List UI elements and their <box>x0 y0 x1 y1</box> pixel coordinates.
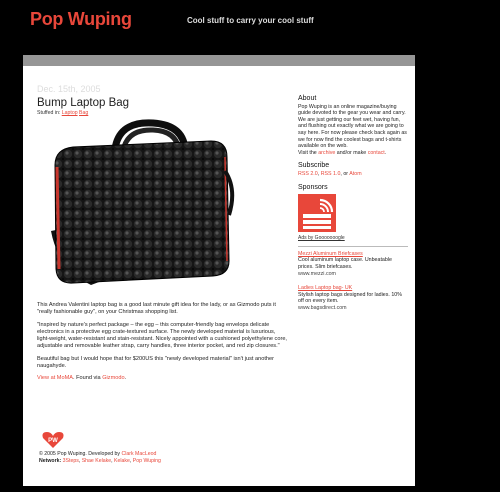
category-link-laptop[interactable]: Laptop <box>61 110 78 116</box>
developer-link[interactable]: Clark MacLeod <box>121 451 157 457</box>
sidebar <box>298 96 408 319</box>
ad-item <box>298 285 408 311</box>
subscribe-separator-2: , or <box>340 170 350 177</box>
post-quote: "Inspired by nature's perfect package – the egg – this computer-friendly bag envelops delicate electronics in a protective egg crate-textured surface. The newly developed material is luxurious, light-weight, water-resistant and stain-resistant. Nicely appointed with a cushioned polyethylene core, adjustable and removable leather strap, carry handles, three interior pocket, and red zip closures." <box>37 321 287 350</box>
post-meta <box>37 110 282 116</box>
subscribe-links <box>298 171 408 178</box>
ad-text: Stylish laptop bags designed for ladies. 10% off on every item. <box>298 291 402 305</box>
ads-by-google-link[interactable]: Ads by Gooooooogle <box>298 235 408 247</box>
top-bar <box>23 55 415 66</box>
laptop-bag-image <box>33 119 238 297</box>
network-link-kelake[interactable]: Kelake <box>114 457 130 464</box>
ad-url: www.mezzi.com <box>298 270 336 277</box>
subscribe-heading: Subscribe <box>298 162 330 170</box>
ad-title-link[interactable]: Ladies Laptop bag- UK <box>298 285 353 292</box>
svg-text:PW: PW <box>48 438 58 444</box>
site-title-link[interactable]: Pop Wuping <box>30 9 132 29</box>
found-via-suffix: . <box>124 375 127 382</box>
found-via-prefix: . Found via <box>72 375 103 382</box>
ad-url: www.bagsdirect.com <box>298 304 347 311</box>
network-label: Network: <box>39 457 62 464</box>
post-header <box>37 84 282 116</box>
post-intro: This Andrea Valentini laptop bag is a good last minute gift idea for the lady, or as Gizmodo puts it "really fashionable guy", on your Christmas shopping list. <box>37 302 276 316</box>
post-body <box>37 302 287 388</box>
visit-mid: and/or make <box>335 149 368 156</box>
post-outro: Beautiful bag but I would hope that for $200US this "newly developed material" isn't just another naugahyde. <box>37 355 275 370</box>
atom-link[interactable]: Atom <box>349 170 362 177</box>
rss10-link[interactable]: RSS 1.0 <box>320 170 341 177</box>
network-line: Network: 3Steps, Shae Kelake, Kelake, Pop Wuping <box>39 457 161 464</box>
view-at-moma-link[interactable]: View at MoMA <box>37 375 73 382</box>
post-title: Bump Laptop Bag <box>37 97 130 109</box>
about-text: Pop Wuping is an online magazine/buying guide devoted to the gear you wear and carry. We are just getting our feet wet, having fun, and flushing out exactly what we are going to say here. For now please check back again as we for now find the coolest bags and t-shirts available on the web. <box>298 103 407 150</box>
post-date: Dec. 15th, 2005 <box>37 84 101 94</box>
archive-link[interactable]: archive <box>318 149 336 156</box>
gizmodo-link[interactable]: Gizmodo <box>102 375 125 382</box>
contact-link[interactable]: contact <box>367 149 385 156</box>
source-links <box>37 375 287 382</box>
visit-prefix: Visit the <box>298 149 319 156</box>
category-link-bag[interactable]: Bag <box>79 110 89 116</box>
site-tagline: Cool stuff to carry your cool stuff <box>187 16 314 25</box>
visit-suffix: . <box>384 149 387 156</box>
ad-item <box>298 251 408 277</box>
about-section <box>298 104 408 157</box>
page-content <box>23 66 415 486</box>
rss20-link[interactable]: RSS 2.0 <box>298 170 318 177</box>
copyright-text: © 2005 Pop Wuping. Developed by <box>39 451 122 457</box>
north-face-logo-icon <box>298 194 336 232</box>
north-face-sponsor-logo[interactable] <box>298 194 336 232</box>
footer-logo-icon <box>41 431 65 449</box>
about-heading: About <box>298 95 317 102</box>
network-link-shae-kelake[interactable]: Shae Kelake <box>81 457 112 464</box>
footer <box>39 451 161 464</box>
ad-text: Cool aluminum laptop case. Unbeatable prices. Slim briefcases. <box>298 257 392 270</box>
subscribe-separator-1: , <box>317 170 321 177</box>
sponsors-heading: Sponsors <box>298 183 328 191</box>
stuffed-in-label: Stuffed in: <box>37 110 61 116</box>
site-header <box>0 0 500 52</box>
ad-title-link[interactable]: Mezzi Aluminum Briefcases <box>298 250 363 257</box>
network-link-pop-wuping[interactable]: Pop Wuping <box>132 457 161 464</box>
network-link-3steps[interactable]: 3Steps <box>62 457 79 464</box>
